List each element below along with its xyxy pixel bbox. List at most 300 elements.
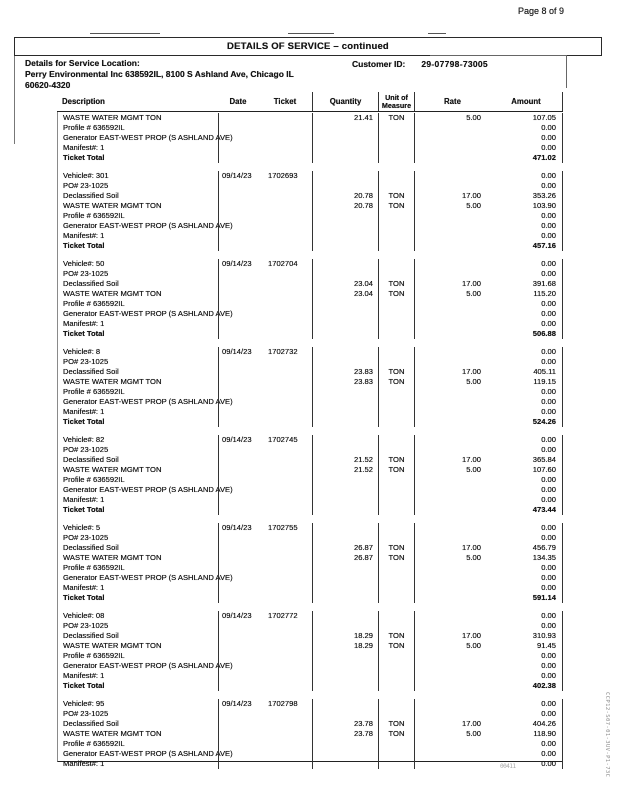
table-row (58, 407, 563, 417)
cell-unit (378, 435, 415, 445)
table-row (58, 319, 563, 329)
cell-date (218, 357, 258, 367)
cell-rate (415, 485, 490, 495)
cell-ticket (258, 153, 312, 163)
cell-ticket (258, 739, 312, 749)
cell-date (218, 495, 258, 505)
cell-rate: 5.00 (466, 377, 481, 386)
cell-unit (378, 739, 415, 749)
cell-ticket (258, 221, 312, 231)
cell-ticket: 1702732 (268, 347, 298, 356)
cell-qty (312, 357, 378, 367)
cell-desc: Profile # 636592IL (63, 299, 125, 308)
cell-date (218, 485, 258, 495)
customer-id-value: 29-07798-73005 (421, 59, 488, 69)
cell-qty (312, 407, 378, 417)
table-row (58, 681, 563, 691)
cell-rate (415, 593, 490, 603)
col-header-date: Date (229, 96, 247, 106)
cell-unit (378, 583, 415, 593)
cell-qty (312, 319, 378, 329)
cell-desc: Ticket Total (63, 505, 105, 514)
cell-date: 09/14/23 (218, 259, 258, 269)
cell-unit: TON (378, 719, 415, 729)
table-row (58, 611, 563, 621)
cell-amount: 0.00 (490, 435, 563, 445)
cell-date (218, 573, 258, 583)
cell-unit: TON (378, 465, 415, 475)
cell-amount: 0.00 (490, 357, 563, 367)
cell-desc: Ticket Total (63, 681, 105, 690)
cell-ticket (258, 299, 312, 309)
cell-qty (312, 153, 378, 163)
cell-amount: 0.00 (490, 221, 563, 231)
cell-rate (415, 231, 490, 241)
table-row (58, 397, 563, 407)
table-row (58, 299, 563, 309)
cell-amount: 0.00 (490, 759, 563, 769)
cell-ticket: 1702745 (268, 435, 298, 444)
cell-qty: 23.78 (312, 719, 378, 729)
cell-ticket (258, 631, 312, 641)
cell-unit (378, 699, 415, 709)
cell-date (218, 455, 258, 465)
cell-amount: 457.16 (490, 241, 563, 251)
cell-unit (378, 759, 415, 769)
cell-rate (415, 211, 490, 221)
cell-ticket (258, 417, 312, 427)
cell-qty (312, 241, 378, 251)
cell-amount: 524.26 (490, 417, 563, 427)
cell-rate: 17.00 (461, 719, 481, 728)
col-header-description: Description (62, 96, 105, 106)
cell-date (218, 671, 258, 681)
scan-edge-vertical-text: CCP12-S07-01-3UV-P1-73C (604, 692, 610, 778)
table-row (58, 435, 563, 445)
cell-rate (415, 621, 490, 631)
cell-date (218, 191, 258, 201)
table-row (58, 377, 563, 387)
table-row (58, 739, 563, 749)
cell-desc: PO# 23-1025 (63, 445, 109, 454)
cell-ticket: 1702704 (268, 259, 298, 268)
cell-qty: 26.87 (312, 543, 378, 553)
cell-amount: 471.02 (490, 153, 563, 163)
cell-ticket (258, 495, 312, 505)
cell-ticket (258, 329, 312, 339)
table-row (58, 309, 563, 319)
cell-date (218, 201, 258, 211)
cell-desc: Profile # 636592IL (63, 387, 125, 396)
cell-date: 09/14/23 (218, 435, 258, 445)
cell-date (218, 709, 258, 719)
cell-qty (312, 739, 378, 749)
table-row (58, 583, 563, 593)
cell-date (218, 719, 258, 729)
cell-amount: 134.35 (490, 553, 563, 563)
cell-rate (415, 435, 490, 445)
cell-desc: Manifest#: 1 (63, 143, 105, 152)
cell-unit (378, 651, 415, 661)
scan-artifact-line (288, 33, 334, 34)
cell-amount: 0.00 (490, 319, 563, 329)
table-row (58, 651, 563, 661)
ticket-block (58, 699, 563, 769)
cell-unit (378, 611, 415, 621)
cell-desc: WASTE WATER MGMT TON (63, 289, 162, 298)
cell-desc: Generator EAST-WEST PROP (S ASHLAND AVE) (63, 309, 233, 318)
cell-date (218, 123, 258, 133)
cell-amount: 0.00 (490, 407, 563, 417)
cell-ticket (258, 475, 312, 485)
cell-date (218, 641, 258, 651)
cell-amount: 0.00 (490, 611, 563, 621)
cell-rate (415, 661, 490, 671)
cell-date (218, 631, 258, 641)
cell-qty (312, 681, 378, 691)
cell-desc: Ticket Total (63, 241, 105, 250)
cell-rate (415, 739, 490, 749)
cell-desc: Manifest#: 1 (63, 407, 105, 416)
cell-rate (415, 523, 490, 533)
table-row (58, 347, 563, 357)
scan-artifact-line (428, 33, 446, 34)
cell-date (218, 231, 258, 241)
cell-amount: 0.00 (490, 485, 563, 495)
cell-amount: 0.00 (490, 699, 563, 709)
cell-amount: 0.00 (490, 387, 563, 397)
cell-desc: Ticket Total (63, 593, 105, 602)
cell-desc: Vehicle#: 8 (63, 347, 101, 356)
customer-id-label: Customer ID: (352, 59, 406, 69)
cell-amount: 405.11 (490, 367, 563, 377)
cell-desc: Generator EAST-WEST PROP (S ASHLAND AVE) (63, 485, 233, 494)
table-row (58, 533, 563, 543)
cell-rate (415, 397, 490, 407)
cell-ticket: 1702693 (268, 171, 298, 180)
cell-amount: 0.00 (490, 651, 563, 661)
cell-amount: 506.88 (490, 329, 563, 339)
cell-desc: Generator EAST-WEST PROP (S ASHLAND AVE) (63, 573, 233, 582)
table-row (58, 455, 563, 465)
table-row (58, 171, 563, 181)
cell-rate: 17.00 (461, 279, 481, 288)
cell-unit: TON (378, 289, 415, 299)
customer-box-top-line (430, 55, 566, 56)
unit-header-line1: Unit of (385, 92, 408, 102)
cell-qty (312, 759, 378, 769)
cell-date (218, 221, 258, 231)
cell-unit (378, 749, 415, 759)
cell-ticket (258, 505, 312, 515)
table-row (58, 417, 563, 427)
cell-amount: 404.26 (490, 719, 563, 729)
cell-qty (312, 259, 378, 269)
cell-date (218, 729, 258, 739)
cell-desc: Ticket Total (63, 417, 105, 426)
cell-rate (415, 709, 490, 719)
cell-ticket (258, 201, 312, 211)
cell-amount: 0.00 (490, 661, 563, 671)
cell-ticket (258, 191, 312, 201)
table-row (58, 485, 563, 495)
cell-rate (415, 475, 490, 485)
cell-qty (312, 749, 378, 759)
cell-desc: Declassified Soil (63, 191, 119, 200)
customer-id-block (352, 59, 488, 69)
cell-date (218, 475, 258, 485)
cell-ticket (258, 671, 312, 681)
cell-desc: Generator EAST-WEST PROP (S ASHLAND AVE) (63, 397, 233, 406)
cell-ticket (258, 269, 312, 279)
cell-ticket (258, 143, 312, 153)
service-location-label: Details for Service Location: (25, 58, 140, 68)
cell-amount: 0.00 (490, 583, 563, 593)
table-row (58, 269, 563, 279)
cell-unit (378, 133, 415, 143)
cell-ticket (258, 113, 312, 123)
table-row (58, 641, 563, 651)
cell-ticket (258, 573, 312, 583)
cell-rate (415, 387, 490, 397)
cell-rate (415, 241, 490, 251)
ticket-block (58, 611, 563, 691)
cell-amount: 0.00 (490, 573, 563, 583)
cell-qty: 21.52 (312, 455, 378, 465)
cell-ticket (258, 593, 312, 603)
cell-ticket: 1702798 (268, 699, 298, 708)
cell-qty (312, 621, 378, 631)
cell-ticket (258, 641, 312, 651)
cell-ticket (258, 709, 312, 719)
cell-desc: Declassified Soil (63, 631, 119, 640)
cell-qty (312, 593, 378, 603)
cell-qty (312, 485, 378, 495)
cell-unit (378, 143, 415, 153)
service-location-address-line2: 60620-4320 (25, 80, 71, 90)
cell-ticket (258, 445, 312, 455)
cell-rate (415, 181, 490, 191)
cell-unit (378, 445, 415, 455)
cell-rate (415, 221, 490, 231)
cell-date: 09/14/23 (218, 523, 258, 533)
cell-rate (415, 259, 490, 269)
cell-ticket (258, 309, 312, 319)
cell-desc: WASTE WATER MGMT TON (63, 113, 162, 122)
cell-ticket (258, 357, 312, 367)
cell-unit (378, 153, 415, 163)
cell-ticket (258, 231, 312, 241)
cell-ticket (258, 651, 312, 661)
cell-unit (378, 329, 415, 339)
cell-rate: 5.00 (466, 729, 481, 738)
watermark-number: 00411 (500, 763, 516, 770)
cell-unit (378, 211, 415, 221)
cell-unit (378, 485, 415, 495)
cell-desc: Generator EAST-WEST PROP (S ASHLAND AVE) (63, 749, 233, 758)
cell-unit: TON (378, 631, 415, 641)
cell-ticket (258, 397, 312, 407)
cell-amount: 473.44 (490, 505, 563, 515)
table-row (58, 661, 563, 671)
cell-unit (378, 181, 415, 191)
cell-unit (378, 671, 415, 681)
cell-amount: 0.00 (490, 299, 563, 309)
cell-unit (378, 387, 415, 397)
cell-date: 09/14/23 (218, 347, 258, 357)
cell-date (218, 661, 258, 671)
cell-unit: TON (378, 553, 415, 563)
table-row (58, 505, 563, 515)
cell-desc: PO# 23-1025 (63, 533, 109, 542)
cell-desc: WASTE WATER MGMT TON (63, 641, 162, 650)
cell-date (218, 583, 258, 593)
cell-date (218, 749, 258, 759)
cell-amount: 0.00 (490, 533, 563, 543)
cell-ticket (258, 181, 312, 191)
cell-qty: 20.78 (312, 201, 378, 211)
cell-amount: 353.26 (490, 191, 563, 201)
cell-ticket (258, 681, 312, 691)
cell-amount: 0.00 (490, 143, 563, 153)
cell-date: 09/14/23 (218, 699, 258, 709)
cell-unit (378, 475, 415, 485)
cell-qty: 21.41 (312, 113, 378, 123)
cell-date (218, 143, 258, 153)
table-row (58, 749, 563, 759)
cell-qty (312, 495, 378, 505)
table-row (58, 357, 563, 367)
cell-qty (312, 661, 378, 671)
cell-amount: 0.00 (490, 475, 563, 485)
cell-rate: 5.00 (466, 465, 481, 474)
document-title: DETAILS OF SERVICE – continued (227, 41, 389, 52)
cell-unit (378, 407, 415, 417)
cell-rate: 17.00 (461, 543, 481, 552)
title-box (14, 37, 602, 56)
table-row (58, 671, 563, 681)
cell-rate (415, 357, 490, 367)
cell-qty (312, 397, 378, 407)
cell-rate (415, 495, 490, 505)
cell-amount: 118.90 (490, 729, 563, 739)
cell-qty (312, 211, 378, 221)
cell-date (218, 319, 258, 329)
cell-qty (312, 299, 378, 309)
cell-amount: 0.00 (490, 269, 563, 279)
cell-qty (312, 445, 378, 455)
cell-qty: 23.83 (312, 367, 378, 377)
cell-qty (312, 133, 378, 143)
cell-qty (312, 475, 378, 485)
cell-qty: 23.04 (312, 279, 378, 289)
cell-rate: 5.00 (466, 201, 481, 210)
cell-date (218, 651, 258, 661)
cell-unit: TON (378, 191, 415, 201)
cell-qty (312, 387, 378, 397)
cell-rate (415, 749, 490, 759)
page-number: Page 8 of 9 (518, 6, 565, 16)
cell-amount: 0.00 (490, 523, 563, 533)
cell-date (218, 681, 258, 691)
cell-ticket (258, 387, 312, 397)
cell-rate (415, 319, 490, 329)
col-header-amount: Amount (490, 92, 563, 111)
cell-unit: TON (378, 201, 415, 211)
cell-ticket (258, 749, 312, 759)
cell-amount: 0.00 (490, 671, 563, 681)
cell-amount: 0.00 (490, 123, 563, 133)
cell-amount: 0.00 (490, 181, 563, 191)
cell-date (218, 407, 258, 417)
page-border-remnant (14, 56, 15, 144)
table-row (58, 699, 563, 709)
table-row (58, 123, 563, 133)
cell-rate: 17.00 (461, 191, 481, 200)
table-row (58, 367, 563, 377)
cell-desc: Profile # 636592IL (63, 211, 125, 220)
cell-unit (378, 259, 415, 269)
cell-desc: Declassified Soil (63, 279, 119, 288)
table-row (58, 573, 563, 583)
cell-qty (312, 329, 378, 339)
cell-unit (378, 221, 415, 231)
table-row (58, 729, 563, 739)
cell-unit (378, 681, 415, 691)
cell-date (218, 269, 258, 279)
cell-date (218, 533, 258, 543)
cell-amount: 591.14 (490, 593, 563, 603)
cell-qty (312, 573, 378, 583)
cell-amount: 0.00 (490, 211, 563, 221)
cell-desc: Manifest#: 1 (63, 583, 105, 592)
cell-amount: 0.00 (490, 259, 563, 269)
cell-rate (415, 171, 490, 181)
cell-desc: WASTE WATER MGMT TON (63, 553, 162, 562)
cell-desc: Vehicle#: 08 (63, 611, 105, 620)
ticket-block (58, 347, 563, 427)
cell-rate (415, 123, 490, 133)
cell-ticket (258, 485, 312, 495)
cell-rate (415, 309, 490, 319)
cell-rate: 17.00 (461, 455, 481, 464)
cell-qty (312, 143, 378, 153)
ticket-block (58, 171, 563, 251)
cell-desc: Profile # 636592IL (63, 563, 125, 572)
ticket-block (58, 259, 563, 339)
cell-ticket (258, 279, 312, 289)
cell-qty: 18.29 (312, 631, 378, 641)
table-row (58, 143, 563, 153)
cell-qty: 20.78 (312, 191, 378, 201)
ticket-block (58, 523, 563, 603)
cell-qty (312, 505, 378, 515)
cell-amount: 0.00 (490, 231, 563, 241)
cell-ticket (258, 553, 312, 563)
cell-amount: 107.60 (490, 465, 563, 475)
cell-desc: WASTE WATER MGMT TON (63, 377, 162, 386)
cell-unit (378, 123, 415, 133)
cell-amount: 0.00 (490, 397, 563, 407)
cell-qty (312, 671, 378, 681)
cell-amount: 402.38 (490, 681, 563, 691)
col-header-ticket: Ticket (273, 96, 297, 106)
cell-qty (312, 523, 378, 533)
cell-unit (378, 231, 415, 241)
table-row (58, 593, 563, 603)
cell-amount: 391.68 (490, 279, 563, 289)
ticket-block (58, 435, 563, 515)
